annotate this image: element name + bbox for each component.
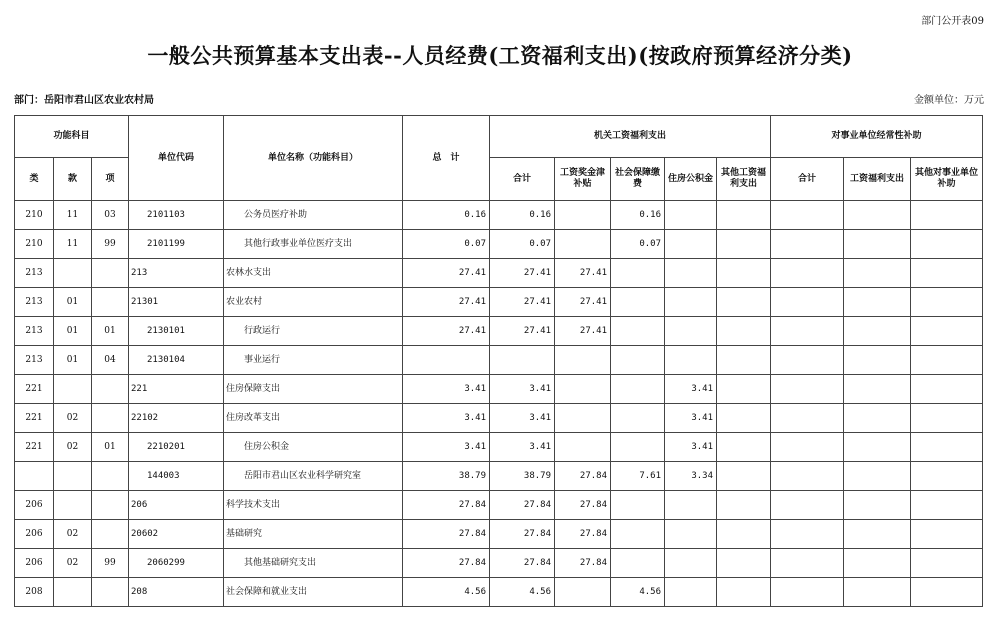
cell-lei: 210 <box>15 201 54 230</box>
cell-org-subtotal: 0.16 <box>490 201 555 230</box>
cell-org-wage: 27.84 <box>555 462 611 491</box>
header-org-social: 社会保障缴费 <box>611 158 665 201</box>
cell-inst-other <box>911 433 983 462</box>
cell-kuan: 01 <box>54 346 92 375</box>
cell-org-wage <box>555 375 611 404</box>
cell-org-wage <box>555 201 611 230</box>
cell-inst-subtotal <box>771 375 844 404</box>
header-total: 总 计 <box>403 116 490 201</box>
cell-kuan: 11 <box>54 230 92 259</box>
cell-org-social <box>611 491 665 520</box>
cell-lei: 221 <box>15 375 54 404</box>
cell-org-housing <box>665 491 717 520</box>
cell-inst-other <box>911 520 983 549</box>
cell-org-other <box>717 201 771 230</box>
cell-kuan <box>54 375 92 404</box>
cell-total: 27.84 <box>403 520 490 549</box>
cell-org-other <box>717 520 771 549</box>
cell-inst-wage <box>844 433 911 462</box>
cell-name: 基础研究 <box>224 520 403 549</box>
header-func-subject: 功能科目 <box>15 116 129 158</box>
cell-org-subtotal: 27.84 <box>490 491 555 520</box>
cell-inst-subtotal <box>771 520 844 549</box>
cell-kuan: 11 <box>54 201 92 230</box>
cell-code: 2210201 <box>129 433 224 462</box>
cell-inst-wage <box>844 317 911 346</box>
amount-unit-label: 金额单位：万元 <box>914 95 984 106</box>
cell-total: 3.41 <box>403 404 490 433</box>
header-inst-group: 对事业单位经常性补助 <box>771 116 983 158</box>
cell-org-subtotal: 3.41 <box>490 404 555 433</box>
table-row <box>15 578 983 607</box>
cell-inst-other <box>911 375 983 404</box>
cell-org-housing <box>665 520 717 549</box>
table-row <box>15 346 983 375</box>
cell-org-subtotal: 3.41 <box>490 433 555 462</box>
cell-org-subtotal: 38.79 <box>490 462 555 491</box>
cell-total <box>403 346 490 375</box>
cell-org-subtotal: 27.41 <box>490 317 555 346</box>
cell-org-housing <box>665 201 717 230</box>
cell-org-wage: 27.41 <box>555 288 611 317</box>
cell-org-social <box>611 375 665 404</box>
table-row <box>15 259 983 288</box>
cell-org-subtotal <box>490 346 555 375</box>
cell-org-housing: 3.41 <box>665 433 717 462</box>
cell-org-subtotal: 27.84 <box>490 520 555 549</box>
cell-total: 3.41 <box>403 433 490 462</box>
cell-org-other <box>717 317 771 346</box>
cell-org-other <box>717 491 771 520</box>
cell-org-housing <box>665 578 717 607</box>
table-row <box>15 317 983 346</box>
header-kuan: 款 <box>54 158 92 201</box>
cell-inst-subtotal <box>771 578 844 607</box>
cell-code: 2130104 <box>129 346 224 375</box>
table-row <box>15 288 983 317</box>
cell-inst-subtotal <box>771 201 844 230</box>
table-row <box>15 375 983 404</box>
cell-org-wage <box>555 404 611 433</box>
cell-kuan: 02 <box>54 549 92 578</box>
cell-inst-other <box>911 288 983 317</box>
cell-code: 20602 <box>129 520 224 549</box>
cell-org-wage: 27.84 <box>555 520 611 549</box>
table-row <box>15 404 983 433</box>
cell-lei: 206 <box>15 520 54 549</box>
cell-org-other <box>717 549 771 578</box>
cell-name: 其他行政事业单位医疗支出 <box>224 230 403 259</box>
cell-org-other <box>717 346 771 375</box>
cell-inst-wage <box>844 201 911 230</box>
cell-name: 住房改革支出 <box>224 404 403 433</box>
cell-org-housing <box>665 230 717 259</box>
cell-name: 农林水支出 <box>224 259 403 288</box>
table-row <box>15 549 983 578</box>
cell-org-wage: 27.41 <box>555 259 611 288</box>
cell-lei: 208 <box>15 578 54 607</box>
cell-total: 0.16 <box>403 201 490 230</box>
cell-org-social <box>611 288 665 317</box>
cell-xiang: 99 <box>92 549 129 578</box>
cell-code: 22102 <box>129 404 224 433</box>
table-row <box>15 230 983 259</box>
cell-org-wage: 27.41 <box>555 317 611 346</box>
cell-kuan: 02 <box>54 433 92 462</box>
cell-inst-other <box>911 491 983 520</box>
cell-inst-other <box>911 230 983 259</box>
cell-inst-subtotal <box>771 404 844 433</box>
cell-inst-subtotal <box>771 491 844 520</box>
cell-code: 21301 <box>129 288 224 317</box>
cell-name: 住房公积金 <box>224 433 403 462</box>
cell-kuan: 01 <box>54 288 92 317</box>
cell-name: 公务员医疗补助 <box>224 201 403 230</box>
cell-org-social: 4.56 <box>611 578 665 607</box>
cell-org-social <box>611 433 665 462</box>
cell-org-housing <box>665 346 717 375</box>
cell-lei: 210 <box>15 230 54 259</box>
cell-org-subtotal: 3.41 <box>490 375 555 404</box>
cell-org-subtotal: 27.41 <box>490 259 555 288</box>
cell-lei: 213 <box>15 317 54 346</box>
cell-org-wage <box>555 433 611 462</box>
cell-inst-wage <box>844 230 911 259</box>
cell-code: 2130101 <box>129 317 224 346</box>
cell-org-social <box>611 520 665 549</box>
table-row <box>15 201 983 230</box>
cell-code: 221 <box>129 375 224 404</box>
cell-inst-wage <box>844 375 911 404</box>
cell-xiang <box>92 375 129 404</box>
cell-inst-wage <box>844 549 911 578</box>
header-xiang: 项 <box>92 158 129 201</box>
cell-total: 4.56 <box>403 578 490 607</box>
header-org-other: 其他工资福利支出 <box>717 158 771 201</box>
header-inst-other: 其他对事业单位补助 <box>911 158 983 201</box>
cell-inst-other <box>911 404 983 433</box>
cell-code: 2101103 <box>129 201 224 230</box>
cell-org-subtotal: 0.07 <box>490 230 555 259</box>
cell-name: 农业农村 <box>224 288 403 317</box>
cell-kuan: 02 <box>54 404 92 433</box>
cell-name: 事业运行 <box>224 346 403 375</box>
cell-xiang: 01 <box>92 433 129 462</box>
cell-xiang <box>92 259 129 288</box>
cell-name: 岳阳市君山区农业科学研究室 <box>224 462 403 491</box>
cell-org-social: 7.61 <box>611 462 665 491</box>
form-number: 部门公开表09 <box>921 16 984 27</box>
cell-org-wage <box>555 230 611 259</box>
header-unit-code: 单位代码 <box>129 116 224 201</box>
cell-org-subtotal: 27.84 <box>490 549 555 578</box>
table-header <box>15 116 983 201</box>
cell-inst-other <box>911 259 983 288</box>
cell-xiang <box>92 578 129 607</box>
cell-inst-wage <box>844 259 911 288</box>
cell-code: 2060299 <box>129 549 224 578</box>
cell-inst-subtotal <box>771 317 844 346</box>
cell-lei: 213 <box>15 288 54 317</box>
cell-code: 208 <box>129 578 224 607</box>
cell-xiang <box>92 491 129 520</box>
header-org-subtotal: 合计 <box>490 158 555 201</box>
cell-inst-subtotal <box>771 433 844 462</box>
cell-lei: 221 <box>15 404 54 433</box>
cell-org-housing: 3.41 <box>665 375 717 404</box>
cell-org-wage: 27.84 <box>555 549 611 578</box>
page-title: 一般公共预算基本支出表--人员经费(工资福利支出)(按政府预算经济分类) <box>147 43 853 68</box>
cell-name: 科学技术支出 <box>224 491 403 520</box>
cell-inst-wage <box>844 288 911 317</box>
cell-inst-other <box>911 317 983 346</box>
cell-xiang <box>92 520 129 549</box>
cell-lei: 206 <box>15 491 54 520</box>
cell-org-other <box>717 462 771 491</box>
cell-kuan <box>54 491 92 520</box>
cell-kuan <box>54 462 92 491</box>
budget-table <box>14 115 983 607</box>
cell-inst-other <box>911 346 983 375</box>
header-inst-subtotal: 合计 <box>771 158 844 201</box>
cell-inst-subtotal <box>771 259 844 288</box>
cell-org-other <box>717 433 771 462</box>
cell-org-social <box>611 549 665 578</box>
cell-inst-wage <box>844 346 911 375</box>
cell-org-housing <box>665 259 717 288</box>
header-org-housing: 住房公积金 <box>665 158 717 201</box>
cell-total: 27.41 <box>403 259 490 288</box>
cell-kuan: 01 <box>54 317 92 346</box>
cell-code: 144003 <box>129 462 224 491</box>
cell-org-housing <box>665 288 717 317</box>
cell-org-housing <box>665 317 717 346</box>
table-row <box>15 433 983 462</box>
cell-inst-wage <box>844 578 911 607</box>
cell-org-social <box>611 317 665 346</box>
cell-inst-subtotal <box>771 462 844 491</box>
cell-code: 213 <box>129 259 224 288</box>
cell-total: 0.07 <box>403 230 490 259</box>
cell-inst-other <box>911 201 983 230</box>
cell-name: 行政运行 <box>224 317 403 346</box>
cell-lei: 213 <box>15 346 54 375</box>
table-row <box>15 491 983 520</box>
cell-inst-subtotal <box>771 549 844 578</box>
cell-inst-other <box>911 462 983 491</box>
cell-org-social <box>611 404 665 433</box>
cell-org-wage <box>555 578 611 607</box>
cell-code: 2101199 <box>129 230 224 259</box>
cell-inst-other <box>911 549 983 578</box>
cell-org-other <box>717 259 771 288</box>
cell-code: 206 <box>129 491 224 520</box>
header-org-wage: 工资奖金津补贴 <box>555 158 611 201</box>
cell-org-other <box>717 375 771 404</box>
cell-lei: 213 <box>15 259 54 288</box>
cell-xiang: 03 <box>92 201 129 230</box>
cell-name: 其他基础研究支出 <box>224 549 403 578</box>
cell-inst-wage <box>844 404 911 433</box>
cell-inst-subtotal <box>771 230 844 259</box>
cell-org-wage <box>555 346 611 375</box>
table-body <box>15 201 983 607</box>
cell-inst-subtotal <box>771 288 844 317</box>
cell-inst-other <box>911 578 983 607</box>
cell-org-social: 0.07 <box>611 230 665 259</box>
cell-kuan: 02 <box>54 520 92 549</box>
cell-org-social <box>611 259 665 288</box>
cell-total: 27.84 <box>403 549 490 578</box>
header-unit-name: 单位名称（功能科目） <box>224 116 403 201</box>
cell-kuan <box>54 259 92 288</box>
cell-xiang: 04 <box>92 346 129 375</box>
cell-total: 27.84 <box>403 491 490 520</box>
cell-name: 社会保障和就业支出 <box>224 578 403 607</box>
cell-lei: 206 <box>15 549 54 578</box>
header-lei: 类 <box>15 158 54 201</box>
cell-org-social <box>611 346 665 375</box>
department-label: 部门：岳阳市君山区农业农村局 <box>14 95 154 106</box>
cell-inst-wage <box>844 520 911 549</box>
cell-xiang: 99 <box>92 230 129 259</box>
cell-lei <box>15 462 54 491</box>
header-inst-wage: 工资福利支出 <box>844 158 911 201</box>
cell-inst-subtotal <box>771 346 844 375</box>
cell-org-other <box>717 288 771 317</box>
cell-total: 38.79 <box>403 462 490 491</box>
table-row <box>15 462 983 491</box>
cell-xiang <box>92 404 129 433</box>
cell-total: 27.41 <box>403 288 490 317</box>
cell-org-housing: 3.34 <box>665 462 717 491</box>
cell-org-housing: 3.41 <box>665 404 717 433</box>
cell-org-other <box>717 578 771 607</box>
cell-inst-wage <box>844 462 911 491</box>
cell-xiang <box>92 288 129 317</box>
cell-org-other <box>717 404 771 433</box>
cell-org-housing <box>665 549 717 578</box>
cell-org-subtotal: 4.56 <box>490 578 555 607</box>
cell-xiang: 01 <box>92 317 129 346</box>
header-org-group: 机关工资福利支出 <box>490 116 771 158</box>
cell-name: 住房保障支出 <box>224 375 403 404</box>
cell-inst-wage <box>844 491 911 520</box>
cell-kuan <box>54 578 92 607</box>
cell-org-wage: 27.84 <box>555 491 611 520</box>
cell-lei: 221 <box>15 433 54 462</box>
cell-xiang <box>92 462 129 491</box>
table-row <box>15 520 983 549</box>
cell-org-subtotal: 27.41 <box>490 288 555 317</box>
cell-total: 3.41 <box>403 375 490 404</box>
cell-org-other <box>717 230 771 259</box>
cell-org-social: 0.16 <box>611 201 665 230</box>
cell-total: 27.41 <box>403 317 490 346</box>
